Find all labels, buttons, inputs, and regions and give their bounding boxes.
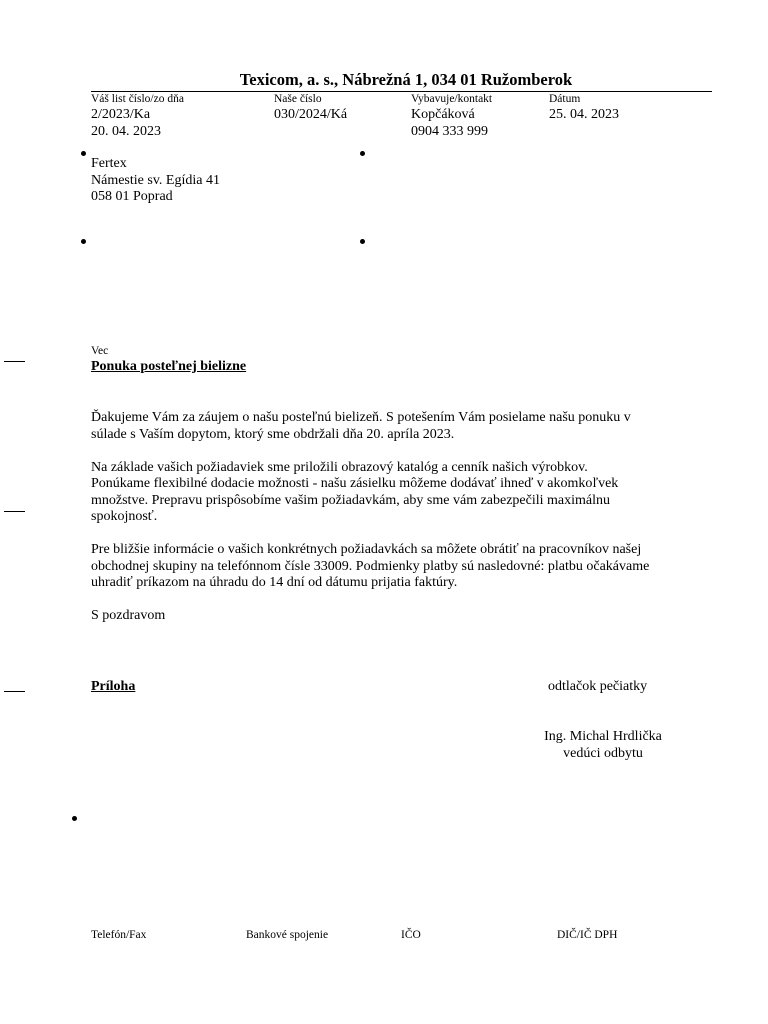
attachment-label: Príloha xyxy=(91,679,136,694)
contact-label: Vybavuje/kontakt xyxy=(411,93,493,105)
your-letter-label: Váš list číslo/zo dňa xyxy=(91,93,184,105)
fold-mark xyxy=(4,511,25,512)
recipient-name: Fertex xyxy=(91,156,127,171)
address-window-mark xyxy=(81,239,86,244)
stamp-text: odtlačok pečiatky xyxy=(548,679,648,694)
contact-name: Kopčáková xyxy=(411,107,475,122)
body-line: Ponúkame flexibilné dodacie možnosti - našu zásielku môžeme dodávať ihneď v akomkoľvek xyxy=(91,476,619,491)
subject-label: Vec xyxy=(91,345,109,357)
your-letter-value: 2/2023/Ka xyxy=(91,107,151,122)
address-window-mark xyxy=(81,151,86,156)
footer-bank: Bankové spojenie xyxy=(246,929,329,941)
date-label: Dátum xyxy=(549,93,581,105)
body-line: súlade s Vaším dopytom, ktorý sme obdržali dňa 20. apríla 2023. xyxy=(91,426,455,442)
fold-mark-dot xyxy=(72,816,77,821)
body-line: spokojnosť. xyxy=(91,509,158,524)
body-line: Na základe vašich požiadaviek sme priložili obrazový katalóg a cenník našich výrobkov. xyxy=(91,459,588,475)
footer-phone: Telefón/Fax xyxy=(91,929,147,941)
recipient-city: 058 01 Poprad xyxy=(91,189,173,204)
body-line: uhradiť príkazom na úhradu do 14 dní od dátumu prijatia faktúry. xyxy=(91,575,458,590)
recipient-street: Námestie sv. Egídia 41 xyxy=(91,173,220,188)
signatory-name: Ing. Michal Hrdlička xyxy=(544,729,662,744)
company-header: Texicom, a. s., Nábrežná 1, 034 01 Ružomberok xyxy=(239,70,573,89)
body-line: Ďakujeme Vám za záujem o našu posteľnú bielizeň. S potešením Vám posielame našu ponuku v xyxy=(91,410,631,425)
fold-mark xyxy=(4,361,25,362)
letter-body xyxy=(91,410,731,625)
address-window-mark xyxy=(360,151,365,156)
fold-mark xyxy=(4,691,25,692)
subject-value: Ponuka posteľnej bielizne xyxy=(91,359,247,374)
greeting: S pozdravom xyxy=(91,608,166,623)
footer-ico: IČO xyxy=(401,929,421,941)
signatory-title: vedúci odbytu xyxy=(563,746,643,761)
contact-phone: 0904 333 999 xyxy=(411,124,488,139)
address-window-mark xyxy=(360,239,365,244)
your-letter-date: 20. 04. 2023 xyxy=(91,124,161,139)
header-rule xyxy=(91,91,712,92)
body-line: množstve. Prepravu prispôsobíme vašim požiadavkám, aby sme vám zabezpečili maximálnu xyxy=(91,492,611,508)
footer-dic: DIČ/IČ DPH xyxy=(557,929,618,941)
our-number-label: Naše číslo xyxy=(274,93,322,105)
date-value: 25. 04. 2023 xyxy=(549,107,619,122)
body-line: obchodnej skupiny na telefónnom čísle 33009. Podmienky platby sú nasledovné: platbu očakávame xyxy=(91,558,650,574)
our-number-value: 030/2024/Ká xyxy=(274,107,348,122)
body-line: Pre bližšie informácie o vašich konkrétnych požiadavkách sa môžete obrátiť na pracovníkov našej xyxy=(91,542,642,557)
